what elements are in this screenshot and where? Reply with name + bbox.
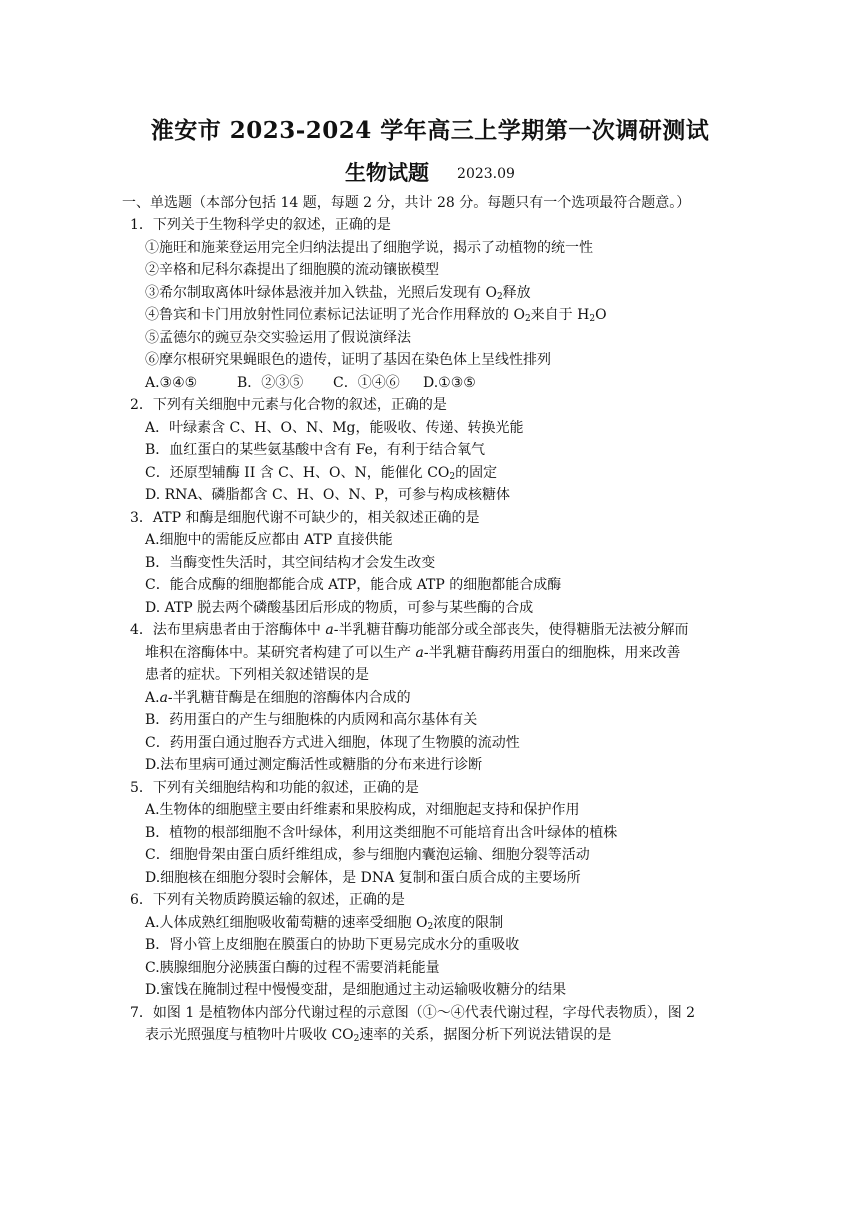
question-4-option-c[interactable]: C．药用蛋白通过胞吞方式进入细胞，体现了生物膜的流动性 [145,735,520,751]
question-5-option-d[interactable]: D.细胞核在细胞分裂时会解体，是 DNA 复制和蛋白质合成的主要场所 [145,870,581,886]
question-1-statement-2: ②辛格和尼科尔森提出了细胞膜的流动镶嵌模型 [145,262,439,278]
question-2-option-b[interactable]: B．血红蛋白的某些氨基酸中含有 Fe，有利于结合氧气 [145,442,485,458]
question-1-statement-5: ⑤孟德尔的豌豆杂交实验运用了假说演绎法 [145,330,411,346]
question-4-option-a[interactable]: A.a-半乳糖苷酶是在细胞的溶酶体内合成的 [145,690,411,706]
question-4-stem-line-3: 患者的症状。下列相关叙述错误的是 [145,667,369,683]
question-2-option-d[interactable]: D. RNA、磷脂都含 C、H、O、N、P，可参与构成核糖体 [145,487,511,503]
question-6-option-b[interactable]: B．肾小管上皮细胞在膜蛋白的协助下更易完成水分的重吸收 [145,937,520,953]
question-1-statement-4: ④鲁宾和卡门用放射性同位素标记法证明了光合作用释放的 $O_2$来自于 $H_2O$ [145,307,607,324]
question-1-statement-1: ①施旺和施莱登运用完全归纳法提出了细胞学说，揭示了动植物的统一性 [145,240,593,256]
question-2-option-c[interactable]: C．还原型辅酶 II 含 C、H、O、N，能催化 $CO_2$的固定 [145,465,498,482]
question-4-option-b[interactable]: B．药用蛋白的产生与细胞株的内质网和高尔基体有关 [145,712,478,728]
question-1-option-c[interactable]: C．①④⑥ [333,375,400,391]
question-3-option-a[interactable]: A.细胞中的需能反应都由 ATP 直接供能 [145,532,393,548]
question-7-stem-line-2: 表示光照强度与植物叶片吸收 $CO_2$速率的关系，据图分析下列说法错误的是 [145,1027,612,1044]
exam-title: 淮安市 2023-2024 学年高三上学期第一次调研测试 [150,117,710,144]
question-1-statement-3: ③希尔制取离体叶绿体悬液并加入铁盐，光照后发现有 $O_2$释放 [145,285,531,302]
question-1-stem: 1．下列关于生物科学史的叙述，正确的是 [130,217,391,233]
subject-label: 生物试题 [345,160,430,185]
question-1-option-a[interactable]: A.③④⑤ [145,375,198,391]
question-6-stem: 6．下列有关物质跨膜运输的叙述，正确的是 [130,892,405,908]
question-4-stem-line-1: 4．法布里病患者由于溶酶体中 a-半乳糖苷酶功能部分或全部丧失，使得糖脂无法被分解而 [130,622,689,638]
question-3-option-d[interactable]: D. ATP 脱去两个磷酸基团后形成的物质，可参与某些酶的合成 [145,600,534,616]
question-1-option-d[interactable]: D.①③⑤ [423,375,476,391]
question-6-option-c[interactable]: C.胰腺细胞分泌胰蛋白酶的过程不需要消耗能量 [145,960,440,976]
question-4-option-d[interactable]: D.法布里病可通过测定酶活性或糖脂的分布来进行诊断 [145,757,483,773]
question-1-statement-6: ⑥摩尔根研究果蝇眼色的遗传，证明了基因在染色体上呈线性排列 [145,352,551,368]
question-3-stem: 3．ATP 和酶是细胞代谢不可缺少的，相关叙述正确的是 [130,510,480,526]
question-5-option-b[interactable]: B．植物的根部细胞不含叶绿体，利用这类细胞不可能培育出含叶绿体的植株 [145,825,618,841]
question-2-option-a[interactable]: A．叶绿素含 C、H、O、N、Mg，能吸收、传递、转换光能 [145,420,524,436]
exam-subtitle [0,157,860,187]
question-6-option-a[interactable]: A.人体成熟红细胞吸收葡萄糖的速率受细胞 $O_2$浓度的限制 [145,915,504,932]
question-7-stem-line-1: 7．如图 1 是植物体内部分代谢过程的示意图（①～④代表代谢过程，字母代表物质），图 2 [130,1005,696,1021]
question-4-stem-line-2: 堆积在溶酶体中。某研究者构建了可以生产 a-半乳糖苷酶药用蛋白的细胞株，用来改善 [145,645,681,661]
question-5-option-a[interactable]: A.生物体的细胞壁主要由纤维素和果胶构成，对细胞起支持和保护作用 [145,802,580,818]
question-1-option-b[interactable]: B．②③⑤ [237,375,304,391]
section-heading: 一、单选题（本部分包括 14 题，每题 2 分，共计 28 分。每题只有一个选项最符合题意。） [122,195,691,211]
question-1-options [145,372,476,394]
exam-date: 2023.09 [457,166,515,182]
question-5-option-c[interactable]: C．细胞骨架由蛋白质纤维组成，参与细胞内囊泡运输、细胞分裂等活动 [145,847,590,863]
question-6-option-d[interactable]: D.蜜饯在腌制过程中慢慢变甜，是细胞通过主动运输吸收糖分的结果 [145,982,567,998]
question-3-option-b[interactable]: B．当酶变性失活时，其空间结构才会发生改变 [145,555,436,571]
question-2-stem: 2．下列有关细胞中元素与化合物的叙述，正确的是 [130,397,447,413]
question-3-option-c[interactable]: C．能合成酶的细胞都能合成 ATP，能合成 ATP 的细胞都能合成酶 [145,577,562,593]
question-5-stem: 5．下列有关细胞结构和功能的叙述，正确的是 [130,780,419,796]
